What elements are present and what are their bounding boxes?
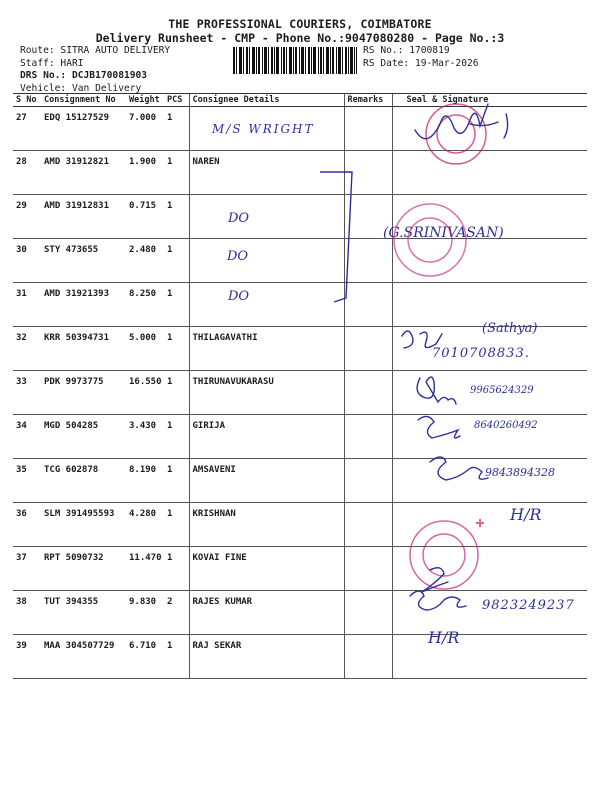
handwritten-phone-34: 8640260492 xyxy=(474,420,538,431)
cell-sno: 36 xyxy=(13,503,41,547)
handwritten-phone-32: 7010708833. xyxy=(432,346,530,361)
cell-consignee: RAJ SEKAR xyxy=(189,635,344,679)
cell-consignee: KOVAI FINE xyxy=(189,547,344,591)
cell-consignment-no: STY 473655 xyxy=(41,239,126,283)
cell-weight: 6.710 xyxy=(126,635,164,679)
cell-consignment-no: KRR 50394731 xyxy=(41,327,126,371)
cell-sno: 31 xyxy=(13,283,41,327)
cell-weight: 16.550 xyxy=(126,371,164,415)
cell-sno: 37 xyxy=(13,547,41,591)
vehicle-label: Vehicle: Van Delivery xyxy=(20,82,142,94)
cell-pcs: 1 xyxy=(164,327,189,371)
handwritten-ditto-30: DO xyxy=(227,249,249,264)
column-header-consignment: Consignment No xyxy=(41,94,126,107)
cell-consignment-no: EDQ 15127529 xyxy=(41,107,126,151)
cell-pcs: 1 xyxy=(164,151,189,195)
cell-weight: 9.830 xyxy=(126,591,164,635)
ditto-bracket xyxy=(320,172,352,302)
company-stamp-bottom xyxy=(410,519,484,589)
signature-34 xyxy=(418,416,460,438)
cell-consignment-no: TUT 394355 xyxy=(41,591,126,635)
cell-consignment-no: MAA 304507729 xyxy=(41,635,126,679)
runsheet-subtitle: Delivery Runsheet - CMP - Phone No.:9047080280 - Page No.:3 xyxy=(95,31,505,45)
cell-consignee: KRISHNAN xyxy=(189,503,344,547)
cell-consignment-no: SLM 391495593 xyxy=(41,503,126,547)
handwritten-ditto-31: DO xyxy=(228,289,250,304)
cell-sno: 33 xyxy=(13,371,41,415)
cell-sno: 34 xyxy=(13,415,41,459)
company-stamp-top xyxy=(426,104,486,164)
handwritten-phone-39: 9823249237 xyxy=(482,598,575,613)
handwritten-note-39: H/R xyxy=(428,628,460,647)
cell-consignee: AMSAVENI xyxy=(189,459,344,503)
cell-weight: 1.900 xyxy=(126,151,164,195)
handwritten-phone-33: 9965624329 xyxy=(470,385,534,396)
column-header-pcs: PCS xyxy=(164,94,189,107)
column-header-remarks: Remarks xyxy=(344,94,392,107)
cell-pcs: 1 xyxy=(164,239,189,283)
cell-consignment-no: AMD 31912821 xyxy=(41,151,126,195)
handwritten-note-36: H/R xyxy=(510,505,542,524)
cell-sno: 30 xyxy=(13,239,41,283)
cell-consignee: NAREN xyxy=(189,151,344,195)
cell-weight: 11.470 xyxy=(126,547,164,591)
cell-consignee: RAJES KUMAR xyxy=(189,591,344,635)
column-header-weight: Weight xyxy=(126,94,164,107)
cell-pcs: 1 xyxy=(164,283,189,327)
cell-consignee: GIRIJA xyxy=(189,415,344,459)
signature-32 xyxy=(402,331,442,348)
signature-38 xyxy=(410,591,466,610)
cell-sno: 38 xyxy=(13,591,41,635)
company-stamp-middle xyxy=(394,204,466,276)
route-label: Route: SITRA AUTO DELIVERY xyxy=(20,45,171,56)
staff-label: Staff: HARI xyxy=(20,57,84,69)
cell-pcs: 1 xyxy=(164,635,189,679)
cell-consignment-no: AMD 31912831 xyxy=(41,195,126,239)
cell-pcs: 1 xyxy=(164,371,189,415)
cell-sno: 27 xyxy=(13,107,41,151)
cell-sno: 35 xyxy=(13,459,41,503)
cell-consignment-no: MGD 504285 xyxy=(41,415,126,459)
signature-35 xyxy=(430,457,488,480)
cell-weight: 8.250 xyxy=(126,283,164,327)
cell-consignment-no: PDK 9973775 xyxy=(41,371,126,415)
cell-consignment-no: RPT 5090732 xyxy=(41,547,126,591)
cell-weight: 0.715 xyxy=(126,195,164,239)
rs-number: RS No.: 1700819 xyxy=(363,45,450,56)
cell-weight: 2.480 xyxy=(126,239,164,283)
column-header-seal: Seal & Signature xyxy=(392,94,587,107)
cell-pcs: 2 xyxy=(164,591,189,635)
cell-weight: 3.430 xyxy=(126,415,164,459)
column-header-sno: S No xyxy=(13,94,41,107)
column-header-consignee: Consignee Details xyxy=(189,94,344,107)
cell-pcs: 1 xyxy=(164,415,189,459)
rs-date: RS Date: 19-Mar-2026 xyxy=(363,57,479,69)
cell-consignee: THIRUNAVUKARASU xyxy=(189,371,344,415)
cell-pcs: 1 xyxy=(164,107,189,151)
cell-pcs: 1 xyxy=(164,195,189,239)
cell-weight: 4.280 xyxy=(126,503,164,547)
cell-consignment-no: TCG 602878 xyxy=(41,459,126,503)
handwritten-signature-30: (G.SRINIVASAN) xyxy=(383,225,504,241)
drs-number: DRS No.: DCJB170081903 xyxy=(20,70,148,81)
cell-pcs: 1 xyxy=(164,503,189,547)
signature-33 xyxy=(417,377,456,404)
handwritten-name-32: (Sathya) xyxy=(482,321,538,336)
cell-weight: 5.000 xyxy=(126,327,164,371)
handwritten-consignee-27: M/S WRIGHT xyxy=(212,122,315,136)
cell-sno: 29 xyxy=(13,195,41,239)
company-title: THE PROFESSIONAL COURIERS, COIMBATORE xyxy=(168,17,432,31)
handwritten-ditto-29: DO xyxy=(228,211,250,226)
cell-pcs: 1 xyxy=(164,547,189,591)
cell-weight: 8.190 xyxy=(126,459,164,503)
cell-weight: 7.000 xyxy=(126,107,164,151)
cell-sno: 39 xyxy=(13,635,41,679)
cell-sno: 32 xyxy=(13,327,41,371)
cell-consignee: THILAGAVATHI xyxy=(189,327,344,371)
cell-sno: 28 xyxy=(13,151,41,195)
handwritten-phone-35: 9843894328 xyxy=(485,466,555,479)
cell-consignment-no: AMD 31921393 xyxy=(41,283,126,327)
cell-pcs: 1 xyxy=(164,459,189,503)
